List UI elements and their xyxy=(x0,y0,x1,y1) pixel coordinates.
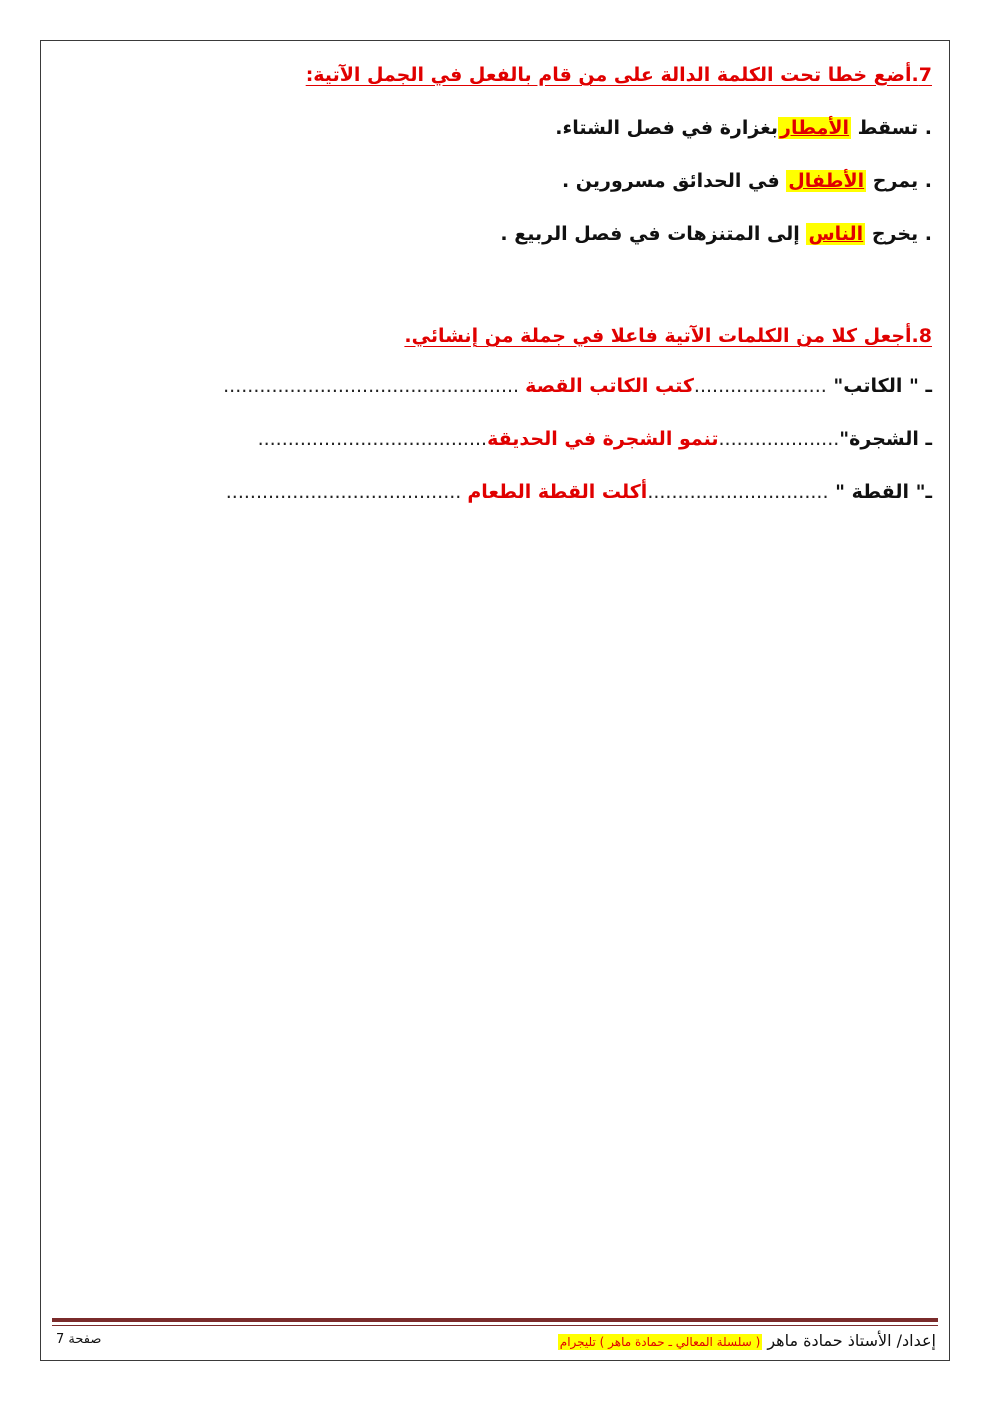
sentence-1-rest: بغزارة في فصل الشتاء. xyxy=(555,117,779,139)
exercise-1-word: ـ " الكاتب" xyxy=(826,375,932,397)
footer-telegram-tag: ( سلسلة المعالي ـ حمادة ماهر ) تليجرام xyxy=(559,1335,761,1349)
section-7-heading: 7.أضع خطا تحت الكلمة الدالة على من قام بالفعل في الجمل الآتية: xyxy=(305,64,932,86)
exercise-2-word: ـ الشجرة" xyxy=(839,428,932,450)
exercise-3-dots-b: ....................................... xyxy=(225,481,468,503)
sentence-2-rest: في الحدائق مسرورين . xyxy=(561,170,787,192)
sentence-3-lead: . يخرج xyxy=(865,223,932,245)
sentence-3-subject: الناس xyxy=(808,223,864,245)
exercise-2-dots-b: ...................................... xyxy=(257,428,488,450)
exercise-row-1 xyxy=(223,371,932,401)
sentence-2-lead: . يمرح xyxy=(866,170,932,192)
section-8-heading: 8.أجعل كلا من الكلمات الآتية فاعلا في جملة من إنشائي. xyxy=(404,325,932,347)
sentence-1-subject: الأمطار xyxy=(780,117,850,139)
exercise-row-2 xyxy=(258,424,932,454)
footer-rule xyxy=(52,1318,938,1322)
sentence-2-subject: الأطفال xyxy=(788,170,865,192)
footer-author-name: إعداد/ الأستاذ حمادة ماهر xyxy=(762,1331,936,1350)
page-number: صفحة 7 xyxy=(56,1332,102,1347)
exercise-1-dots-a: ...................... xyxy=(693,375,827,397)
exercise-3-answer: أكلت القطة الطعام xyxy=(467,481,648,503)
exercise-2-dots-a: .................... xyxy=(718,428,840,450)
sentence-1-lead: . تسقط xyxy=(851,117,932,139)
footer-rule-thin xyxy=(52,1325,938,1326)
footer-author xyxy=(558,1330,936,1353)
exercise-2-answer: تنمو الشجرة في الحديقة xyxy=(487,428,719,450)
exercise-3-word: ـ" القطة " xyxy=(828,481,932,503)
exercise-1-dots-b: ................................................. xyxy=(223,375,526,397)
sentence-2 xyxy=(562,166,932,196)
exercise-3-dots-a: .............................. xyxy=(647,481,829,503)
sentence-3 xyxy=(500,219,932,249)
sentence-1 xyxy=(555,113,932,143)
sentence-3-rest: إلى المتنزهات في فصل الربيع . xyxy=(500,223,807,245)
exercise-1-answer: كتب الكاتب القصة xyxy=(525,375,694,397)
exercise-row-3 xyxy=(226,477,932,507)
